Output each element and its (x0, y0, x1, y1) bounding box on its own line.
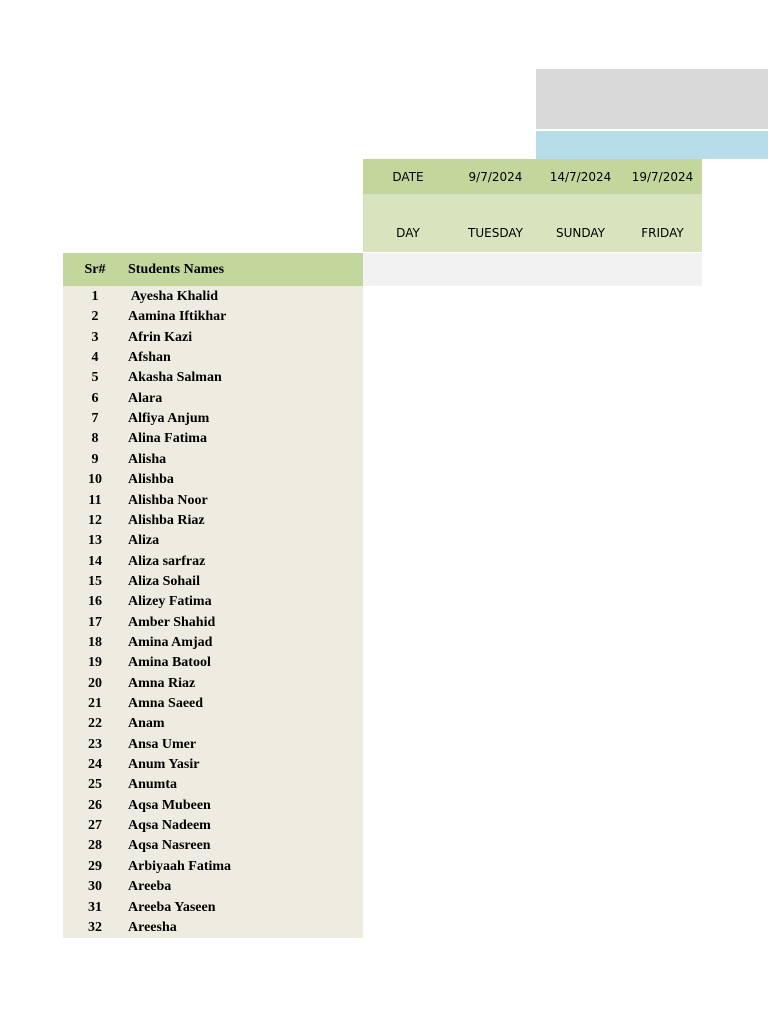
date-cell-1: 9/7/2024 (468, 169, 523, 184)
table-row (63, 775, 363, 795)
table-row (63, 714, 363, 734)
student-name: Arbiyaah Fatima (128, 858, 232, 874)
date-cell-3: 19/7/2024 (631, 169, 694, 184)
student-name: Anum Yasir (128, 757, 200, 773)
day-cell-2: SUNDAY (555, 226, 605, 240)
student-name: Amna Saeed (128, 696, 204, 711)
student-name: Alara (128, 390, 163, 406)
sr-number: 2 (91, 309, 99, 325)
names-column-header: Students Names (128, 261, 225, 277)
sr-number: 22 (88, 716, 102, 732)
sr-number: 10 (88, 472, 102, 488)
student-name: Alishba Riaz (128, 512, 205, 528)
sr-number: 28 (88, 838, 102, 854)
sr-number: 12 (88, 512, 102, 528)
day-cell-3: FRIDAY (641, 226, 684, 240)
student-name: Anumta (128, 777, 178, 793)
student-name: Aamina Iftikhar (128, 309, 227, 325)
sr-number: 20 (88, 675, 102, 691)
student-name: Alina Fatima (128, 431, 207, 447)
sr-number: 23 (88, 736, 102, 752)
table-row (63, 592, 363, 612)
date-label: DATE (392, 169, 424, 184)
student-name: Ansa Umer (128, 736, 197, 752)
table-row (63, 836, 363, 856)
student-name: Amna Riaz (128, 675, 196, 691)
table-row (63, 694, 363, 714)
table-row (63, 877, 363, 897)
sr-number: 31 (88, 899, 102, 915)
gray-header-block (536, 69, 768, 129)
sr-number: 13 (88, 533, 102, 549)
day-row (363, 194, 702, 252)
table-row (63, 572, 363, 592)
table-row (63, 368, 363, 388)
sr-number: 5 (91, 370, 99, 386)
sr-column-header: Sr# (84, 261, 106, 277)
sr-number: 6 (91, 390, 99, 406)
attendance-header-strip (363, 253, 702, 286)
students-list (63, 286, 363, 938)
table-row (63, 348, 363, 368)
table-row (63, 796, 363, 816)
table-row (63, 491, 363, 511)
sr-number: 3 (91, 329, 99, 345)
blue-header-block (536, 131, 768, 159)
sr-number: 14 (88, 553, 102, 569)
student-name: Areeba Yaseen (128, 899, 216, 915)
sr-number: 21 (88, 696, 102, 711)
table-row (63, 816, 363, 836)
student-name: Anam (128, 716, 165, 732)
student-name: Aliza sarfraz (128, 553, 206, 569)
date-cell-2: 14/7/2024 (549, 169, 612, 184)
table-row (63, 857, 363, 877)
student-name: Afshan (128, 350, 171, 366)
sr-number: 17 (88, 614, 102, 630)
sr-number: 16 (88, 594, 102, 610)
sr-number: 19 (88, 655, 102, 671)
student-name: Alfiya Anjum (128, 411, 210, 427)
sr-number: 1 (91, 289, 99, 304)
sr-number: 30 (88, 879, 102, 895)
sr-number: 9 (91, 451, 99, 467)
student-name: Aqsa Nasreen (128, 838, 211, 854)
sr-number: 29 (88, 858, 102, 874)
table-row (63, 307, 363, 327)
table-row (63, 450, 363, 470)
table-row (63, 633, 363, 653)
student-name: Aliza (128, 533, 160, 549)
student-name: Alishba Noor (128, 492, 208, 508)
student-name: Afrin Kazi (128, 329, 193, 345)
sr-number: 24 (88, 757, 102, 773)
sr-number: 27 (88, 818, 102, 834)
table-header (63, 253, 363, 286)
table-row (63, 918, 363, 938)
student-name: Amina Amjad (128, 634, 213, 650)
sr-number: 25 (88, 777, 102, 793)
student-name: Aqsa Mubeen (128, 797, 211, 813)
table-row (63, 552, 363, 572)
table-row (63, 735, 363, 755)
sr-number: 7 (91, 411, 99, 427)
sr-number: 32 (88, 919, 102, 935)
table-row (63, 409, 363, 429)
date-row (363, 159, 702, 194)
table-row (63, 531, 363, 551)
sr-number: 15 (88, 573, 102, 589)
student-name: Alizey Fatima (128, 594, 212, 610)
table-row (63, 389, 363, 409)
table-row (63, 511, 363, 531)
student-name: Aliza Sohail (128, 573, 200, 589)
sr-number: 4 (91, 350, 99, 366)
student-name: Aqsa Nadeem (128, 818, 211, 834)
table-row (63, 287, 363, 307)
sr-number: 11 (88, 492, 102, 508)
student-name: Alisha (128, 451, 167, 467)
day-label: DAY (396, 226, 420, 240)
table-row (63, 674, 363, 694)
table-row (63, 613, 363, 633)
student-name: Areesha (128, 919, 177, 935)
table-row (63, 429, 363, 449)
student-name: Alishba (128, 472, 174, 488)
table-row (63, 653, 363, 673)
student-name: Areeba (128, 879, 172, 895)
sr-number: 26 (88, 797, 102, 813)
table-row (63, 470, 363, 490)
sr-number: 18 (88, 634, 102, 650)
table-row (63, 328, 363, 348)
table-row (63, 755, 363, 775)
table-row (63, 898, 363, 918)
sr-number: 8 (91, 431, 99, 447)
student-name: Amber Shahid (128, 614, 216, 630)
day-cell-1: TUESDAY (468, 226, 523, 240)
student-name: Amina Batool (128, 655, 211, 671)
student-name: Akasha Salman (128, 370, 222, 386)
student-name: Ayesha Khalid (128, 289, 218, 304)
